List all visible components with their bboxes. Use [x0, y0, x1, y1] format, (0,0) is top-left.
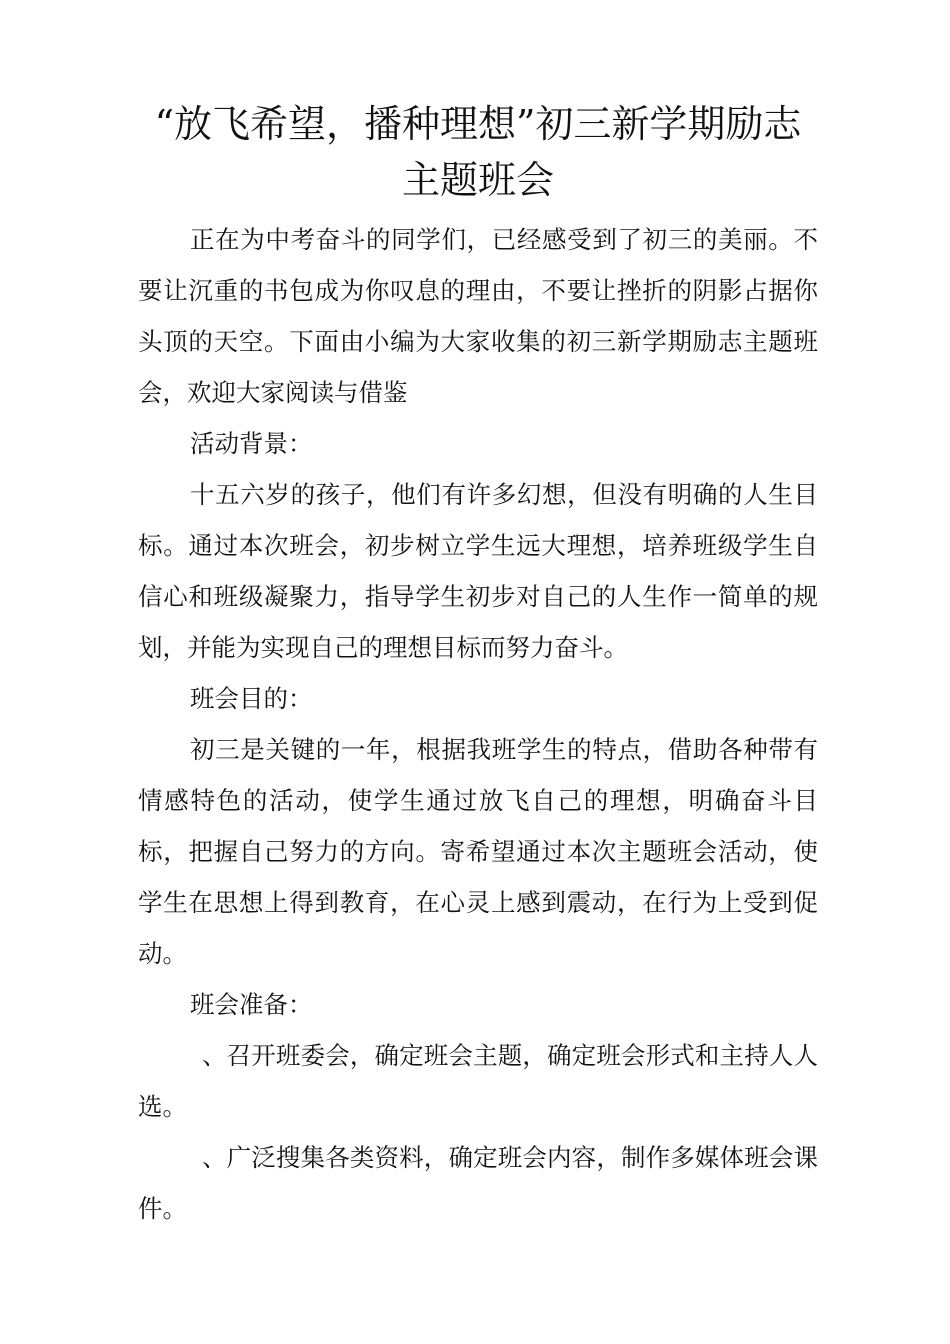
section-heading-preparation: 班会准备： — [190, 990, 313, 1019]
section-body-purpose: 初三是关键的一年，根据我班学生的特点，借助各种带有情感特色的活动，使学生通过放飞自己的理想，明确奋斗目标，把握自己努力的方向。寄希望通过本次主题班会活动，使学生在思想上得到教育，在心灵上感到震动，在行为上受到促动。 — [138, 735, 818, 968]
section-heading-background: 活动背景： — [190, 429, 313, 458]
intro-paragraph: 正在为中考奋斗的同学们，已经感受到了初三的美丽。不要让沉重的书包成为你叹息的理由，不要让挫折的阴影占据你头顶的天空。下面由小编为大家收集的初三新学期励志主题班会，欢迎大家阅读与借鉴 — [138, 225, 818, 407]
preparation-item: 、广泛搜集各类资料，确定班会内容，制作多媒体班会课件。 — [138, 1143, 818, 1223]
preparation-item: 、召开班委会，确定班会主题，确定班会形式和主持人人选。 — [138, 1041, 818, 1121]
section-body-background: 十五六岁的孩子，他们有许多幻想，但没有明确的人生目标。通过本次班会，初步树立学生远大理想，培养班级学生自信心和班级凝聚力，指导学生初步对自己的人生作一简单的规划，并能为实现自己的理想目标而努力奋斗。 — [138, 480, 818, 662]
section-heading-purpose: 班会目的： — [190, 684, 313, 713]
document-page — [138, 0, 818, 1234]
document-title: “放飞希望，播种理想”初三新学期励志主题班会 — [154, 102, 802, 202]
